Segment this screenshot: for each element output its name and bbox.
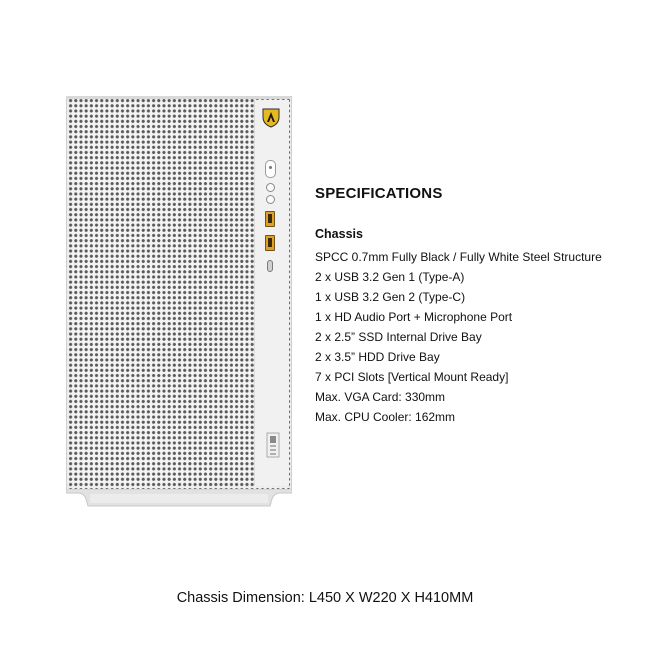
spec-item: 7 x PCI Slots [Vertical Mount Ready] bbox=[315, 370, 509, 384]
headphone-jack-icon bbox=[266, 183, 275, 192]
spec-item: 1 x USB 3.2 Gen 2 (Type-C) bbox=[315, 290, 466, 304]
front-io-strip bbox=[254, 100, 289, 486]
specs-title: SPECIFICATIONS bbox=[315, 185, 443, 202]
power-button-icon bbox=[265, 160, 276, 178]
spec-list bbox=[315, 247, 645, 427]
spec-item: SPCC 0.7mm Fully Black / Fully White Steel Structure bbox=[315, 250, 602, 264]
chassis-dimension-caption: Chassis Dimension: L450 X W220 X H410MM bbox=[176, 590, 474, 606]
pc-case-image bbox=[66, 96, 292, 510]
case-top-edge bbox=[66, 96, 290, 99]
spec-item: 2 x 3.5” HDD Drive Bay bbox=[315, 350, 440, 364]
usb-c-port-icon bbox=[267, 260, 273, 272]
case-stand-base bbox=[66, 489, 292, 507]
spec-item: 2 x 2.5” SSD Internal Drive Bay bbox=[315, 330, 482, 344]
microphone-jack-icon bbox=[266, 195, 275, 204]
specs-section-heading: Chassis bbox=[315, 227, 363, 241]
brand-logo-icon bbox=[262, 108, 280, 128]
spec-item: 1 x HD Audio Port + Microphone Port bbox=[315, 310, 513, 324]
spec-item: 2 x USB 3.2 Gen 1 (Type-A) bbox=[315, 270, 465, 284]
spec-item: Max. VGA Card: 330mm bbox=[315, 390, 446, 404]
usb-a-port-icon bbox=[265, 235, 275, 251]
case-brand-mark-icon bbox=[266, 432, 280, 458]
spec-item: Max. CPU Cooler: 162mm bbox=[315, 410, 456, 424]
usb-a-port-icon bbox=[265, 211, 275, 227]
